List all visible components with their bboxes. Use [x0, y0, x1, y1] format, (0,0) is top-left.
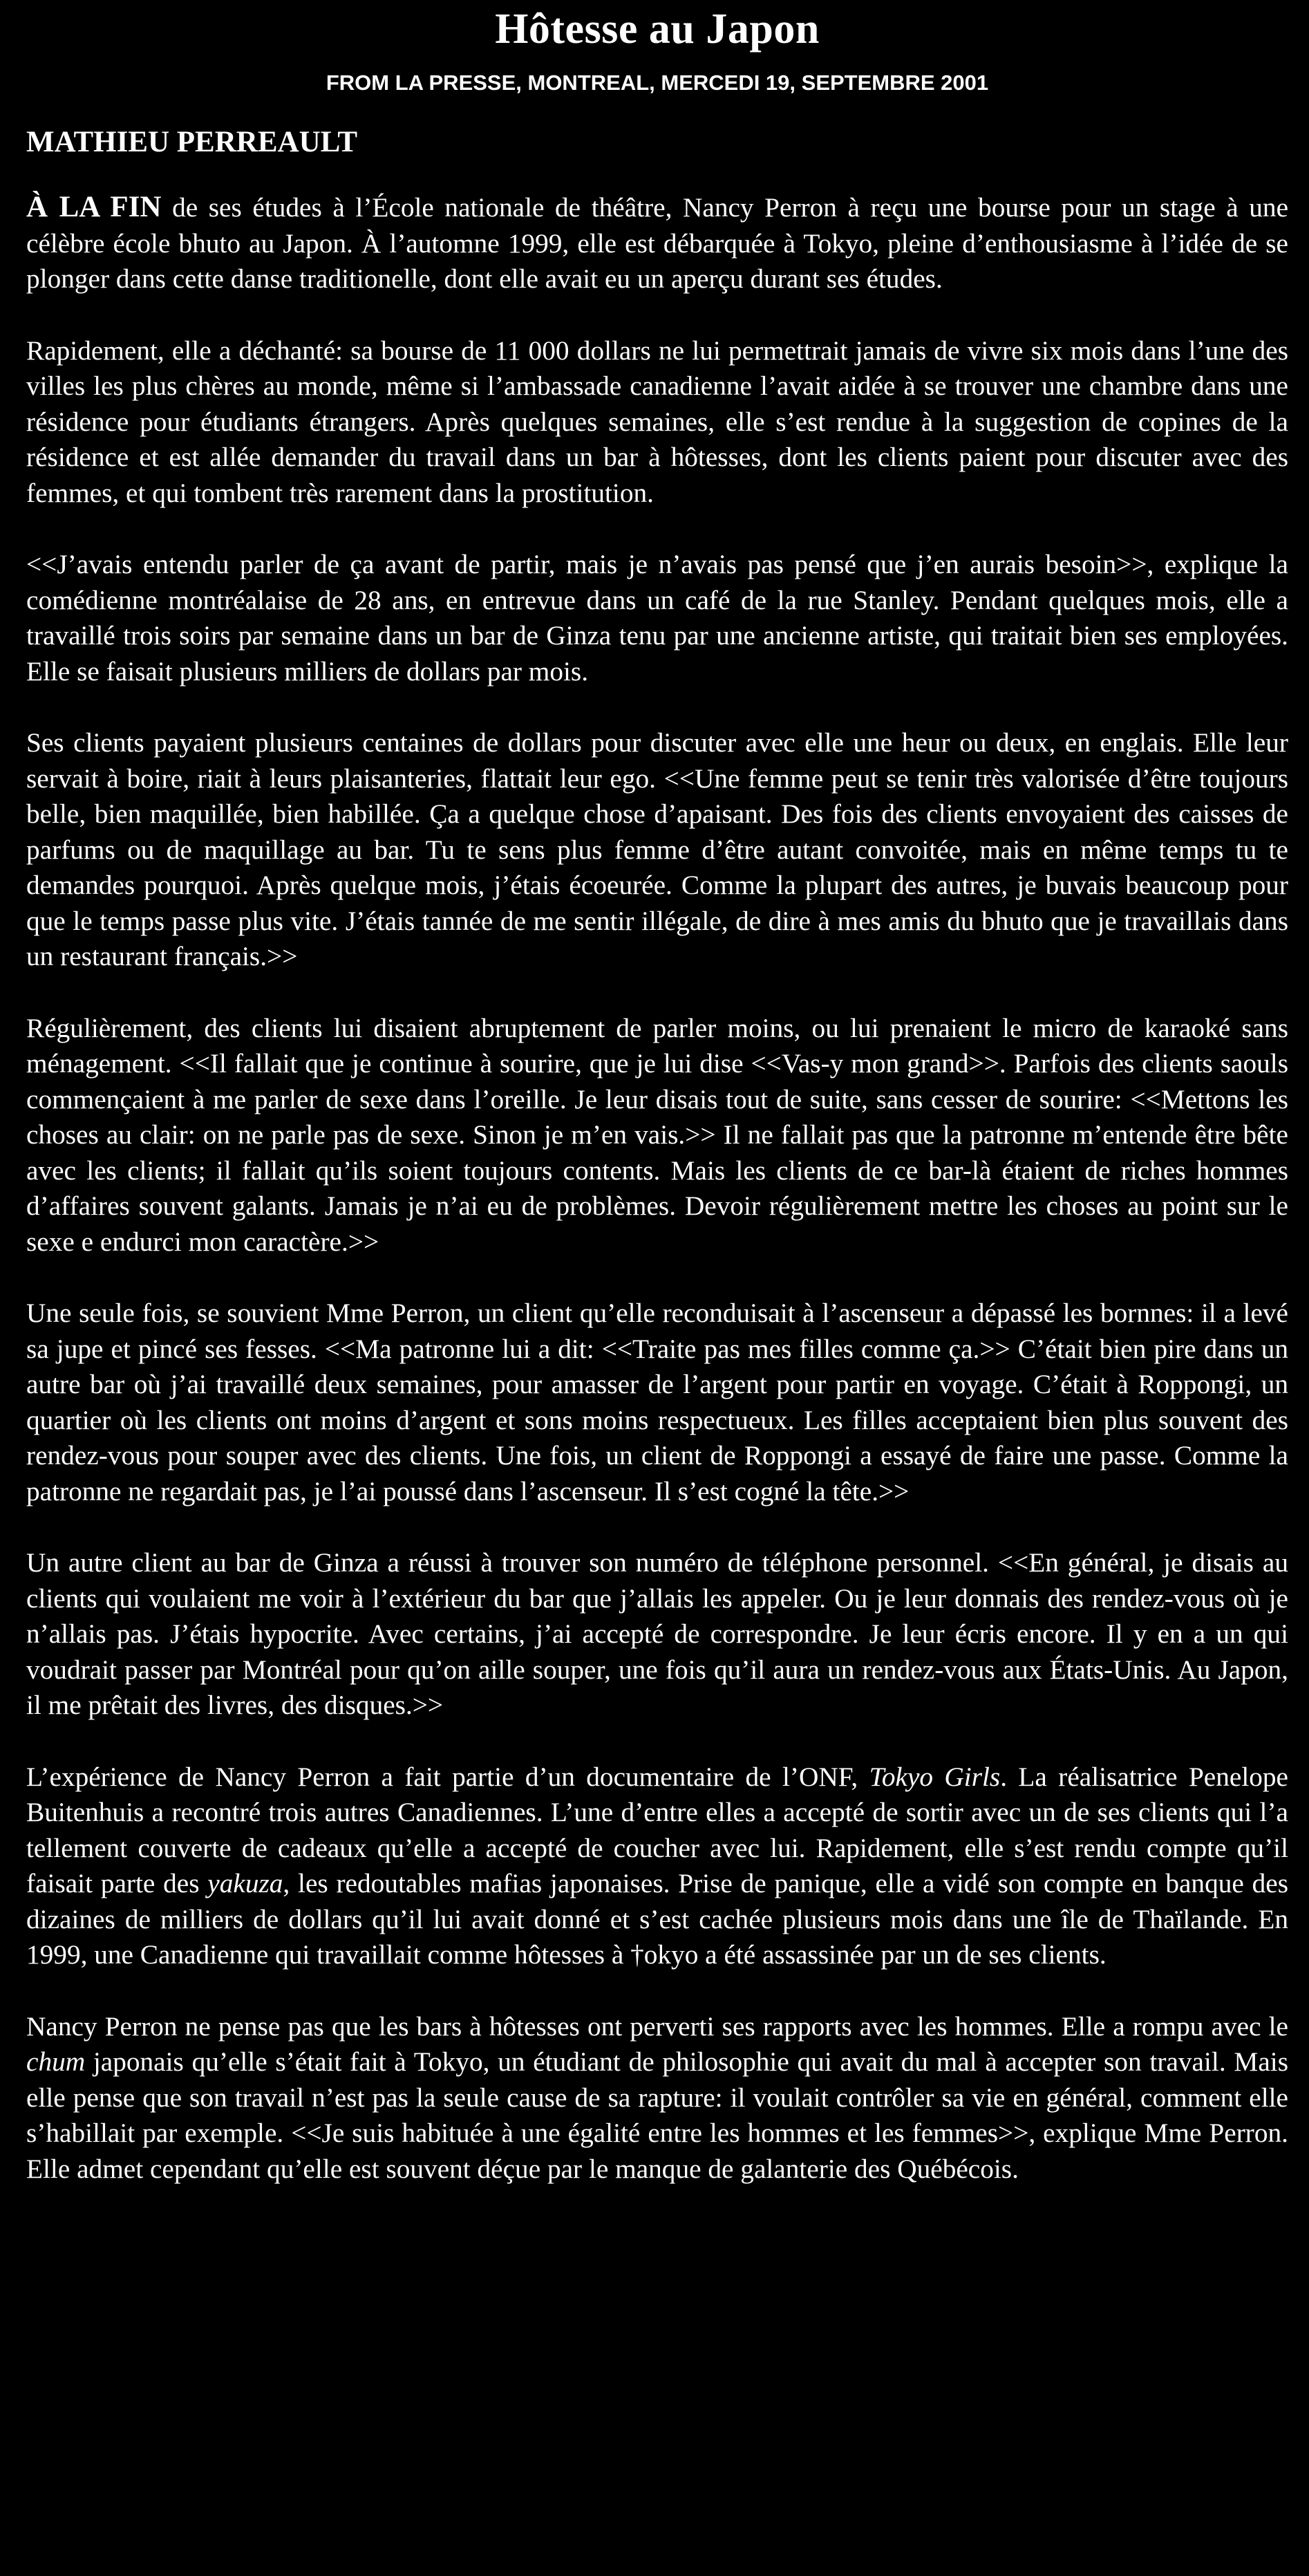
paragraph-1-text: de ses études à l’École nationale de théâtre, Nancy Perron à reçu une bourse pour un stage à une célèbre école bhuto au Japon. À l’automne 1999, elle est débarquée à Tokyo, pleine d’enthousiasme à l’idée de se plonger dans cette danse traditionelle, dont elle avait eu un aperçu durant ses études. — [26, 192, 1289, 294]
paragraph-8-text-c: . La réalisatrice Penelope Buitenhuis a recontré trois autres Canadiennes. L’une d’entre elles a accepté de sortir avec un de ses clients qui l’a tellement couverte de cadeaux qu’elle a accepté de coucher avec lui. Rapidement, elle s’est rendu compte qu’il faisait parte des — [26, 1761, 1288, 1898]
paragraph-8-text-e: , les redoutables mafias japonaises. Prise de panique, elle a vidé son compte en banque des dizaines de milliers de dollars qu’il lui avait donné et s’est cachée plusieurs mois dans une île de Thaïlande. En 1999, une Canadienne qui travaillait comme hôtesses à †okyo a été assassinée par un de ses clients. — [26, 1868, 1288, 1970]
paragraph-7: Un autre client au bar de Ginza a réussi à trouver son numéro de téléphone personnel. <<En général, je disais au clients qui voulaient me voir à l’extérieur du bar que j’allais les appeler. Ou je leur donnais des rendez-vous où je n’allais pas. J’étais hypocrite. Avec certains, j’ai accepté de correspondre. Je leur écris encore. Il y en a un qui voudrait passer par Montréal pour qu’on aille souper, une fois qu’il aura un rendez-vous aux États-Unis. Au Japon, il me prêtait des livres, des disques.>> — [26, 1547, 1288, 1720]
byline: MATHIEU PERREAULT — [26, 126, 358, 158]
chum-term: chum — [26, 2046, 86, 2077]
paragraph-9-text-a: Nancy Perron ne pense pas que les bars à hôtesses ont perverti ses rapports avec les hommes. Elle a rompu avec le — [26, 2010, 1288, 2042]
paragraph-9 — [26, 2009, 1288, 2187]
paragraph-6: Une seule fois, se souvient Mme Perron, un client qu’elle reconduisait à l’ascenseur a dépassé les bornnes: il a levé sa jupe et pincé ses fesses. <<Ma patronne lui a dit: <<Traite pas mes filles comme ça.>> C’était bien pire dans un autre bar où j’ai travaillé deux semaines, pour amasser de l’argent pour partir en voyage. C’était à Roppongi, un quartier où les clients ont moins d’argent et sons moins respectueux. Les filles acceptaient bien plus souvent des rendez-vous pour souper avec des clients. Une fois, un client de Roppongi a essayé de faire une passe. Comme la patronne ne regardait pas, je l’ai poussé dans l’ascenseur. Il s’est cogné la tête.>> — [26, 1298, 1288, 1506]
yakuza-term: yakuza — [207, 1868, 283, 1898]
lead-in: À LA FIN — [26, 191, 162, 223]
paragraph-1 — [26, 189, 1288, 297]
paragraph-2: Rapidement, elle a déchanté: sa bourse de 11 000 dollars ne lui permettrait jamais de vivre six mois dans l’une des villes les plus chères au monde, même si l’ambassade canadienne l’avait aidée à se trouver une chambre dans une résidence pour étudiants étrangers. Après quelques semaines, elle s’est rendue à la suggestion de copines de la résidence et est allée demander du travail dans un bar à hôtesses, dont les clients paient pour discuter avec des femmes, et qui tombent très rarement dans la prostitution. — [26, 335, 1288, 508]
documentary-title: Tokyo Girls — [869, 1761, 1001, 1792]
paragraph-4: Ses clients payaient plusieurs centaines de dollars pour discuter avec elle une heur ou deux, en englais. Elle leur servait à boire, riait à leurs plaisanteries, flattait leur ego. <<Une femme peut se tenir très valorisée d’être toujours belle, bien maquillée, bien habillée. Ça a quelque chose d’apaisant. Des fois des clients envoyaient des caisses de parfums ou de maquillage au bar. Tu te sens plus femme d’être autant convoitée, mais en même temps tu te demandes pourquoi. Après quelque mois, j’étais écoeurée. Comme la plupart des autres, je buvais beaucoup pour que le temps passe plus vite. J’étais tannée de me sentir illégale, de dire à mes amis du bhuto que je travaillais dans un restaurant français.>> — [26, 727, 1288, 971]
paragraph-3: <<J’avais entendu parler de ça avant de partir, mais je n’avais pas pensé que j’en aurais besoin>>, explique la comédienne montréalaise de 28 ans, en entrevue dans un café de la rue Stanley. Pendant quelques mois, elle a travaillé trois soirs par semaine dans un bar de Ginza tenu par une ancienne artiste, qui traitait bien ses employées. Elle se faisait plusieurs milliers de dollars par mois. — [26, 549, 1288, 687]
paragraph-9-text-c: japonais qu’elle s’était fait à Tokyo, un étudiant de philosophie qui avait du mal à accepter son travail. Mais elle pense que son travail n’est pas la seule cause de sa rapture: il voulait contrôler sa vie en général, comment elle s’habillait par exemple. <<Je suis habituée à une égalité entre les hommes et les femmes>>, explique Mme Perron. Elle admet cependant qu’elle est souvent déçue par le manque de galanterie des Québécois. — [26, 2046, 1288, 2184]
page-title: Hôtesse au Japon — [495, 6, 820, 53]
article-body — [26, 189, 1288, 2187]
paragraph-5: Régulièrement, des clients lui disaient abruptement de parler moins, ou lui prenaient le micro de karaoké sans ménagement. <<Il fallait que je continue à sourire, que je lui dise <<Vas-y mon grand>>. Parfois des clients saouls commençaient à me parler de sexe dans l’oreille. Je leur disais tout de suite, sans cesser de sourire: <<Mettons les choses au clair: on ne parle pas de sexe. Sinon je m’en vais.>> Il ne fallait pas que la patronne m’entende être bête avec les clients; il fallait qu’ils soient toujours contents. Mais les clients de ce bar-là étaient de riches hommes d’affaires souvent galants. Jamais je n’ai eu de problèmes. Devoir régulièrement mettre les choses au point sur le sexe e endurci mon caractère.>> — [26, 1012, 1288, 1257]
source-line: FROM LA PRESSE, MONTREAL, MERCEDI 19, SEPTEMBRE 2001 — [326, 71, 989, 95]
paragraph-8-text-a: L’expérience de Nancy Perron a fait partie d’un documentaire de l’ONF, — [26, 1761, 869, 1792]
paragraph-8 — [26, 1760, 1288, 1973]
